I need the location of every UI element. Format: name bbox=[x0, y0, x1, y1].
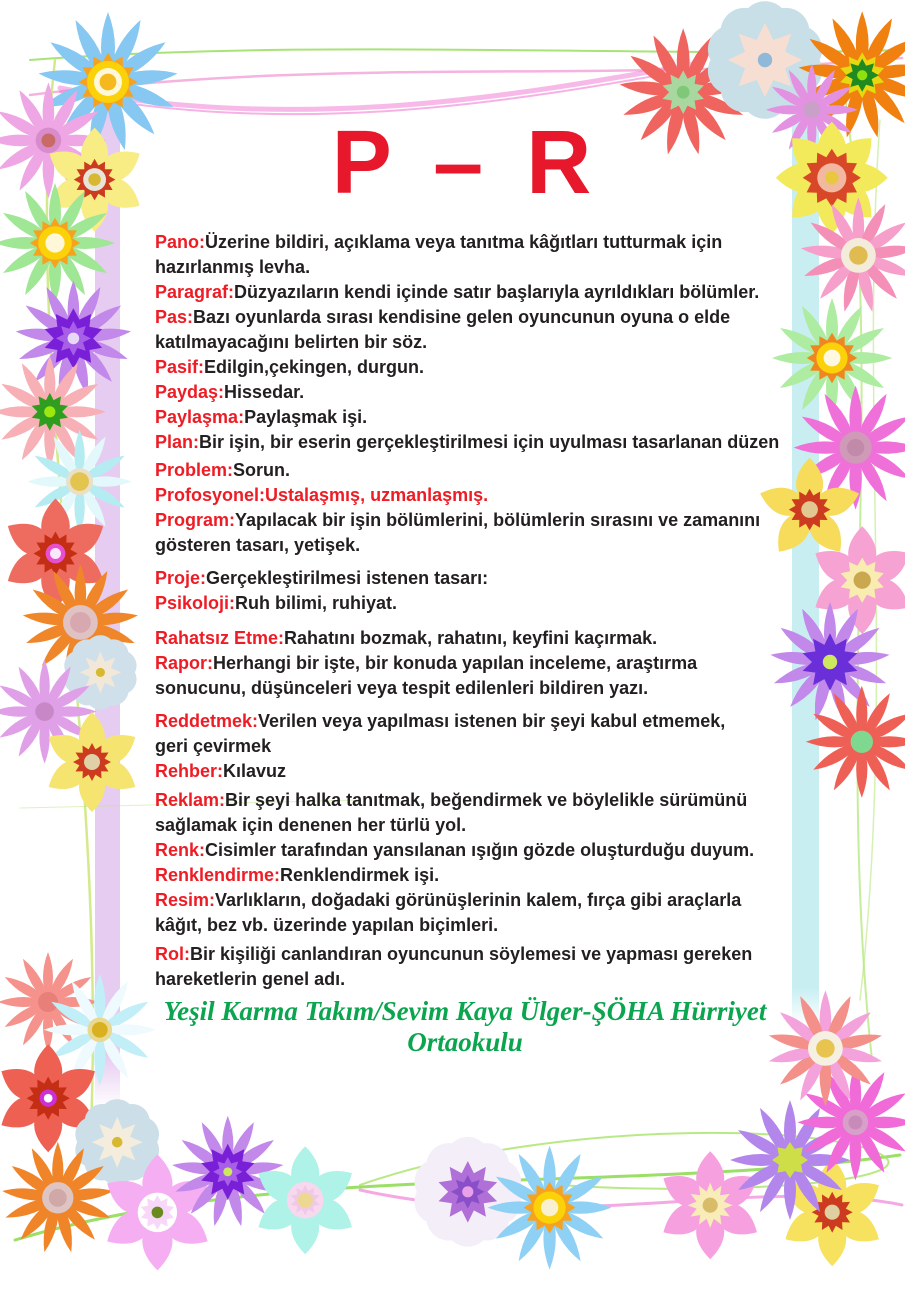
entry-term: Pas: bbox=[155, 307, 194, 327]
entry-term: Renklendirme: bbox=[155, 865, 281, 885]
dictionary-entry bbox=[155, 709, 795, 759]
page-title: P – R bbox=[331, 113, 601, 213]
entry-definition: katılmayacağını belirten bir söz. bbox=[155, 332, 428, 352]
definitions-list bbox=[155, 230, 795, 992]
dictionary-entry bbox=[155, 458, 795, 483]
entry-definition: Verilen veya yapılması istenen bir şeyi kabul etmemek, bbox=[258, 711, 726, 731]
entry-definition: Bazı oyunlarda sırası kendisine gelen oyuncunun oyuna o elde bbox=[193, 307, 731, 327]
entry-term: Reklam: bbox=[155, 790, 226, 810]
entry-line bbox=[155, 626, 795, 651]
dictionary-entry bbox=[155, 626, 795, 651]
entry-line bbox=[155, 759, 795, 784]
entry-definition: hareketlerin genel adı. bbox=[155, 969, 346, 989]
dictionary-entry bbox=[155, 355, 795, 380]
dictionary-entry bbox=[155, 305, 795, 355]
entry-line bbox=[155, 566, 795, 591]
entry-term: Resim: bbox=[155, 890, 216, 910]
entry-term: Proje: bbox=[155, 568, 207, 588]
footer-credit: Yeşil Karma Takım/Sevim Kaya Ülger-ŞÖHA Hürriyet Ortaokulu bbox=[163, 996, 767, 1057]
entry-line bbox=[155, 255, 795, 280]
entry-line bbox=[155, 788, 795, 813]
entry-definition: hazırlanmış levha. bbox=[155, 257, 311, 277]
dictionary-entry bbox=[155, 566, 795, 591]
entry-term: Program: bbox=[155, 510, 236, 530]
entry-line bbox=[155, 888, 795, 913]
dictionary-entry bbox=[155, 380, 795, 405]
entry-term: Paragraf: bbox=[155, 282, 235, 302]
entry-definition: Bir işin, bir eserin gerçekleştirilmesi için uyulması tasarlanan düzen bbox=[199, 432, 780, 452]
entry-line bbox=[155, 863, 795, 888]
dictionary-entry bbox=[155, 483, 795, 508]
entry-line bbox=[155, 591, 795, 616]
entry-line bbox=[155, 913, 795, 938]
entry-term: Rol: bbox=[155, 944, 190, 964]
entry-line bbox=[155, 709, 795, 734]
entry-line bbox=[155, 734, 795, 759]
entry-term: Psikoloji: bbox=[155, 593, 236, 613]
entry-definition: Hissedar. bbox=[224, 382, 305, 402]
entry-line bbox=[155, 330, 795, 355]
entry-line bbox=[155, 942, 795, 967]
entry-line bbox=[155, 380, 795, 405]
entry-line bbox=[155, 813, 795, 838]
entry-definition: Yapılacak bir işin bölümlerini, bölümlerin sırasını ve zamanını bbox=[235, 510, 761, 530]
entry-line bbox=[155, 430, 795, 455]
entry-term: Pasif: bbox=[155, 357, 205, 377]
dictionary-entry bbox=[155, 280, 795, 305]
entry-term: Rahatsız Etme: bbox=[155, 628, 285, 648]
entry-definition: Düzyazıların kendi içinde satır başlarıyla ayrıldıkları bölümler. bbox=[234, 282, 760, 302]
entry-definition: gösteren tasarı, yetişek. bbox=[155, 535, 361, 555]
entry-definition: Edilgin,çekingen, durgun. bbox=[204, 357, 425, 377]
entry-term: Renk: bbox=[155, 840, 206, 860]
entry-definition: Varlıkların, doğadaki görünüşlerinin kalem, fırça gibi araçlarla bbox=[215, 890, 742, 910]
entry-term: Problem: bbox=[155, 460, 234, 480]
dictionary-entry bbox=[155, 405, 795, 430]
dictionary-entry bbox=[155, 759, 795, 784]
dictionary-entry bbox=[155, 888, 795, 938]
entry-line bbox=[155, 458, 795, 483]
entry-definition: Herhangi bir işte, bir konuda yapılan inceleme, araştırma bbox=[213, 653, 698, 673]
entry-line bbox=[155, 508, 795, 533]
entry-term: Paylaşma: bbox=[155, 407, 245, 427]
entry-definition: Cisimler tarafından yansılanan ışığın gözde oluşturduğu duyum. bbox=[205, 840, 755, 860]
entry-definition: Ustalaşmış, uzmanlaşmış. bbox=[265, 485, 489, 505]
dictionary-entry bbox=[155, 863, 795, 888]
entry-definition: Bir kişiliği canlandıran oyuncunun söylemesi ve yapması gereken bbox=[190, 944, 753, 964]
entry-definition: kâğıt, bez vb. üzerinde yapılan biçimleri. bbox=[155, 915, 499, 935]
entry-term: Paydaş: bbox=[155, 382, 225, 402]
entry-definition: Rahatını bozmak, rahatını, keyfini kaçırmak. bbox=[284, 628, 658, 648]
entry-line bbox=[155, 230, 795, 255]
entry-line bbox=[155, 533, 795, 558]
entry-term: Profosyonel: bbox=[155, 485, 266, 505]
dictionary-entry bbox=[155, 838, 795, 863]
dictionary-entry bbox=[155, 230, 795, 280]
entry-definition: sonucunu, düşünceleri veya tespit edilenleri bildiren yazı. bbox=[155, 678, 649, 698]
entry-line bbox=[155, 405, 795, 430]
entry-line bbox=[155, 676, 795, 701]
dictionary-entry bbox=[155, 651, 795, 701]
entry-definition: Ruh bilimi, ruhiyat. bbox=[235, 593, 398, 613]
entry-term: Reddetmek: bbox=[155, 711, 259, 731]
dictionary-entry bbox=[155, 942, 795, 992]
entry-term: Plan: bbox=[155, 432, 200, 452]
entry-definition: Paylaşmak işi. bbox=[244, 407, 368, 427]
dictionary-entry bbox=[155, 788, 795, 838]
entry-definition: Renklendirmek işi. bbox=[280, 865, 440, 885]
entry-definition: geri çevirmek bbox=[155, 736, 272, 756]
entry-line bbox=[155, 280, 795, 305]
dictionary-entry bbox=[155, 430, 795, 455]
entry-term: Rehber: bbox=[155, 761, 224, 781]
dictionary-entry bbox=[155, 508, 795, 558]
dictionary-entry bbox=[155, 591, 795, 616]
entry-term: Rapor: bbox=[155, 653, 213, 673]
entry-definition: Üzerine bildiri, açıklama veya tanıtma kâğıtları tutturmak için bbox=[205, 232, 723, 252]
entry-term: Pano: bbox=[155, 232, 206, 252]
entry-line bbox=[155, 483, 795, 508]
entry-line bbox=[155, 305, 795, 330]
entry-definition: Bir şeyi halka tanıtmak, beğendirmek ve böylelikle sürümünü bbox=[225, 790, 748, 810]
entry-line bbox=[155, 355, 795, 380]
entry-definition: Gerçekleştirilmesi istenen tasarı: bbox=[206, 568, 489, 588]
entry-definition: Sorun. bbox=[233, 460, 291, 480]
entry-definition: Kılavuz bbox=[223, 761, 287, 781]
entry-definition: sağlamak için denenen her türlü yol. bbox=[155, 815, 467, 835]
entry-line bbox=[155, 967, 795, 992]
entry-line bbox=[155, 838, 795, 863]
entry-line bbox=[155, 651, 795, 676]
